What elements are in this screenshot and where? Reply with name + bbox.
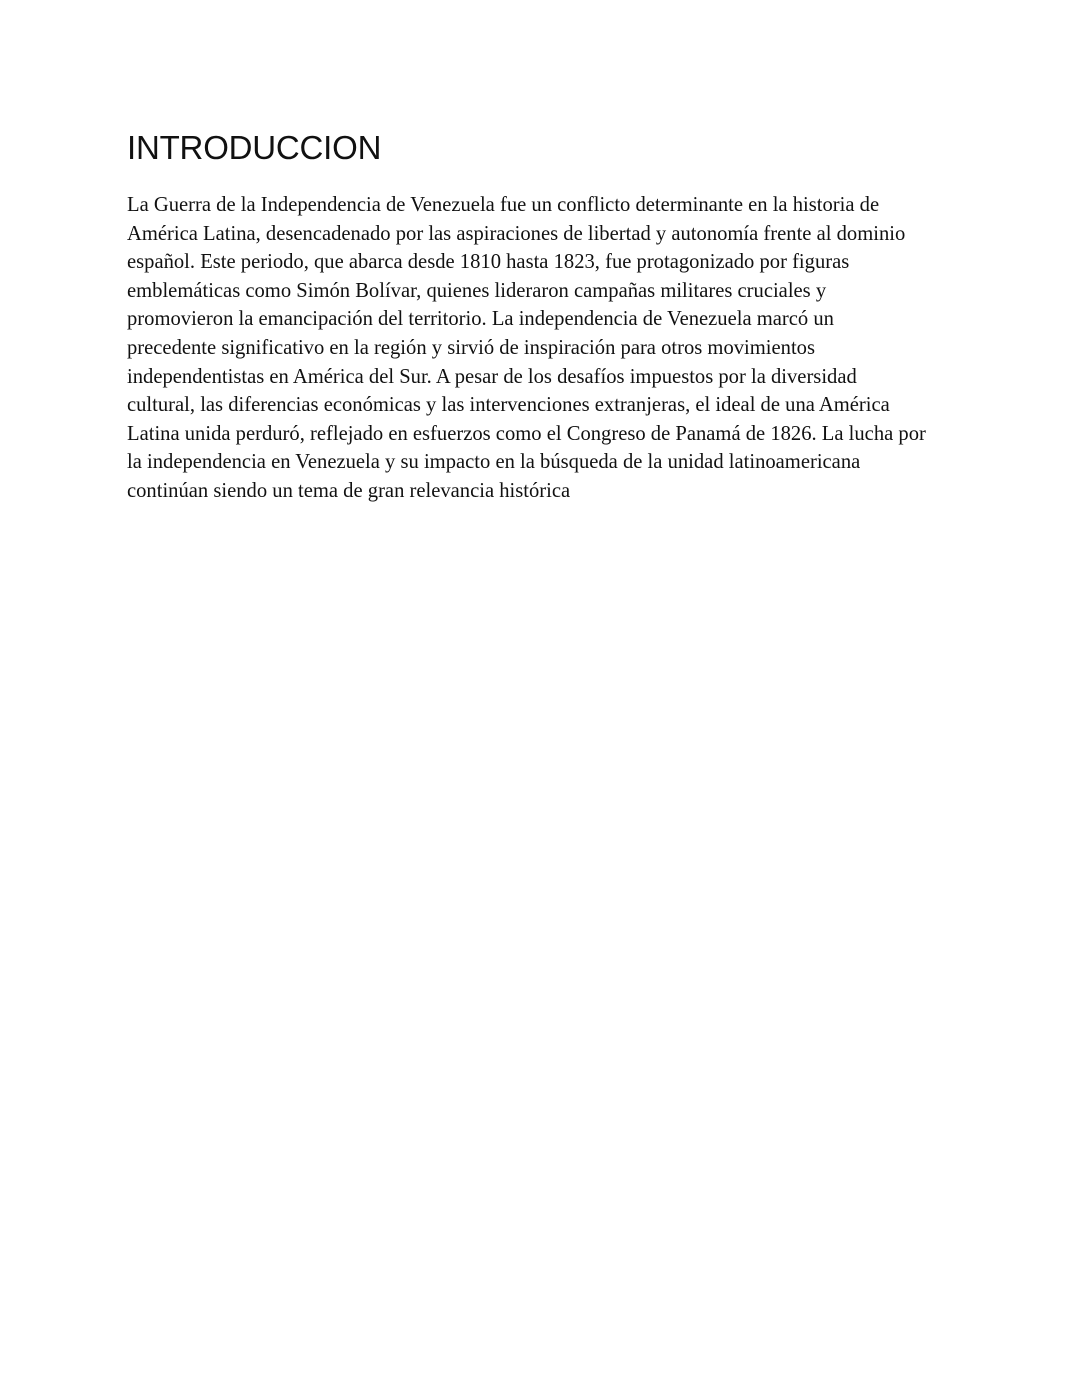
paragraph-line: América Latina, desencadenado por las aspiraciones de libertad y autonomía frente al dominio bbox=[127, 222, 906, 245]
paragraph-line: continúan siendo un tema de gran relevancia histórica bbox=[127, 479, 571, 502]
paragraph-line: emblemáticas como Simón Bolívar, quienes lideraron campañas militares cruciales y bbox=[127, 279, 827, 302]
paragraph-line: la independencia en Venezuela y su impacto en la búsqueda de la unidad latinoamericana bbox=[127, 451, 861, 474]
paragraph-line: Latina unida perduró, reflejado en esfuerzos como el Congreso de Panamá de 1826. La lucha por bbox=[127, 422, 926, 445]
paragraph-line: La Guerra de la Independencia de Venezuela fue un conflicto determinante en la historia de bbox=[127, 194, 880, 216]
introduction-paragraph bbox=[127, 191, 987, 506]
paragraph-line: promovieron la emancipación del territorio. La independencia de Venezuela marcó un bbox=[127, 308, 834, 331]
page-title: INTRODUCCION bbox=[127, 129, 382, 166]
paragraph-line: independentistas en América del Sur. A pesar de los desafíos impuestos por la diversidad bbox=[127, 365, 857, 388]
paragraph-line: precedente significativo en la región y sirvió de inspiración para otros movimientos bbox=[127, 336, 815, 359]
paragraph-line: cultural, las diferencias económicas y las intervenciones extranjeras, el ideal de una América bbox=[127, 394, 890, 417]
paragraph-line: español. Este periodo, que abarca desde 1810 hasta 1823, fue protagonizado por figuras bbox=[127, 251, 850, 274]
